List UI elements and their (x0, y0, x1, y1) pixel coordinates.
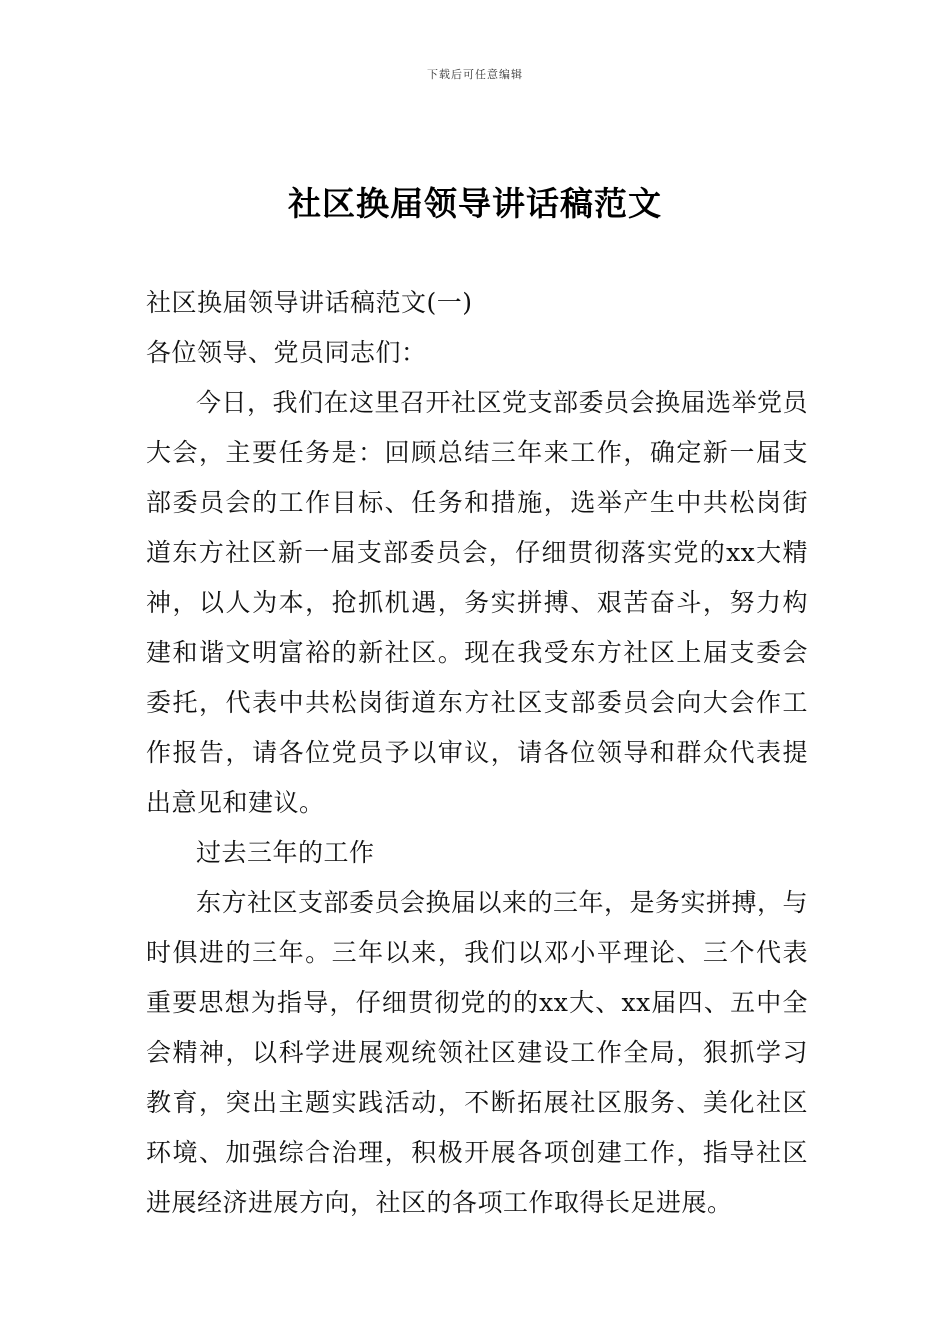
paragraph-past-work: 东方社区支部委员会换届以来的三年，是务实拼搏，与时俱进的三年。三年以来，我们以邓小平理论、三个代表重要思想为指导，仔细贯彻党的的xx大、xx届四、五中全会精神，以科学进展观统领社区建设工作全局，狠抓学习教育，突出主题实践活动，不断拓展社区服务、美化社区环境、加强综合治理，积极开展各项创建工作，指导社区进展经济进展方向，社区的各项工作取得长足进展。 (146, 888, 809, 1217)
paragraph-opening: 今日，我们在这里召开社区党支部委员会换届选举党员大会，主要任务是：回顾总结三年来工作，确定新一届支部委员会的工作目标、任务和措施，选举产生中共松岗街道东方社区新一届支部委员会，仔细贯彻落实党的xx大精神，以人为本，抢抓机遇，务实拼搏、艰苦奋斗，努力构建和谐文明富裕的新社区。现在我受东方社区上届支委会委托，代表中共松岗街道东方社区支部委员会向大会作工作报告，请各位党员予以审议，请各位领导和群众代表提出意见和建议。 (146, 388, 809, 817)
document-title: 社区换届领导讲话稿范文 (288, 184, 662, 223)
header-note: 下载后可任意编辑 (427, 68, 523, 81)
salutation: 各位领导、党员同志们： (146, 338, 427, 367)
section-subtitle: 社区换届领导讲话稿范文(一) (146, 288, 473, 317)
document-body (146, 278, 808, 1228)
section-heading-past-work: 过去三年的工作 (196, 838, 375, 867)
